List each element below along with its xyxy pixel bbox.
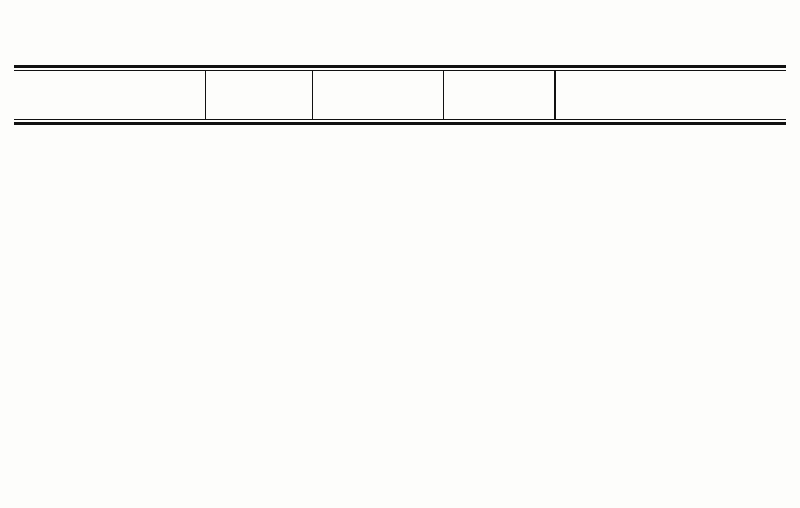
header-bottom-rule	[14, 122, 786, 125]
header-row	[14, 71, 786, 119]
column-header-birthplace	[312, 71, 443, 119]
column-header-name	[14, 71, 205, 119]
column-header-school-years	[443, 71, 555, 119]
table-header	[14, 71, 786, 119]
column-header-intended-study	[555, 71, 786, 119]
column-header-birthdate	[205, 71, 312, 119]
register-table-container	[14, 65, 786, 125]
student-register-table	[14, 71, 786, 119]
